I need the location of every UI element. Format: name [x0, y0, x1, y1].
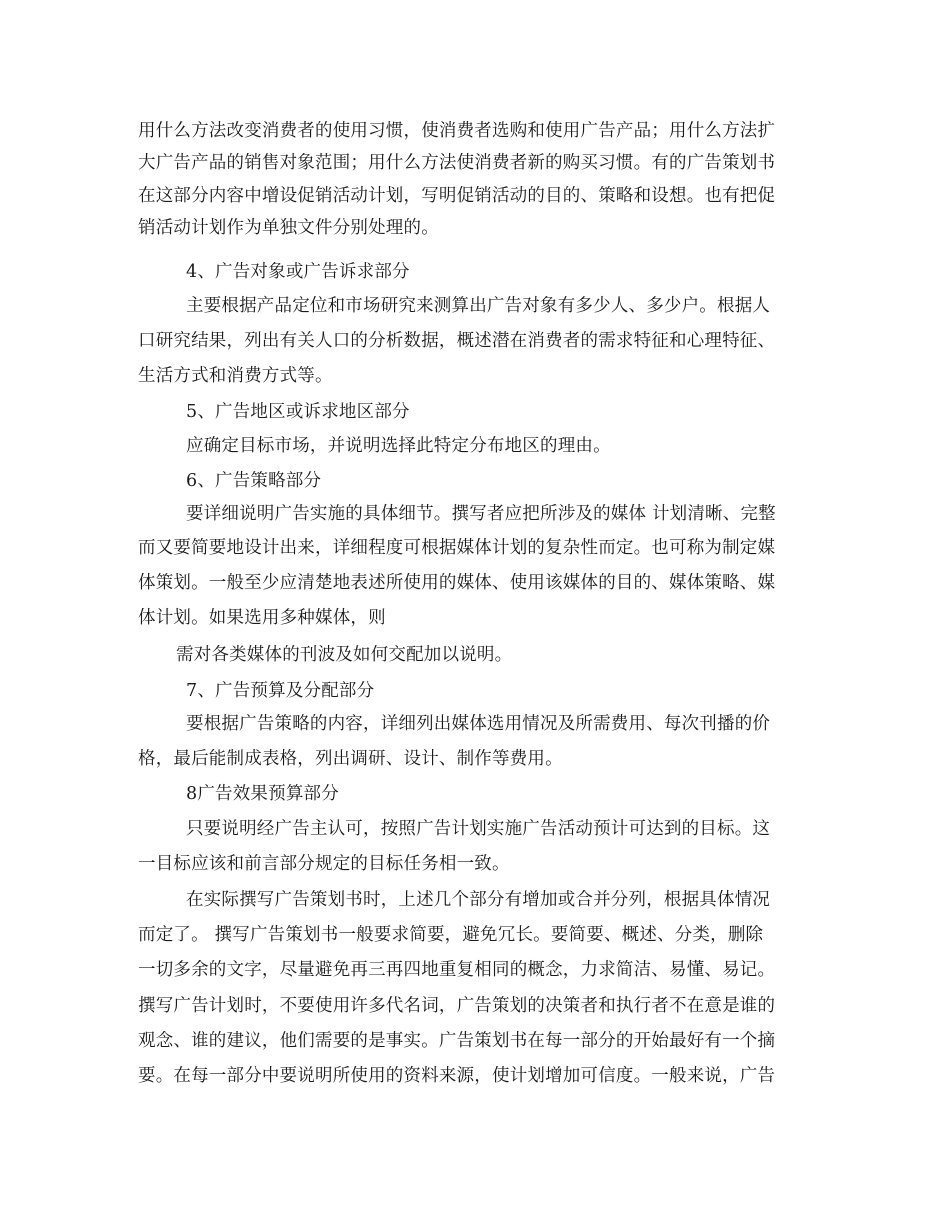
body-line: 在实际撰写广告策划书时，上述几个部分有增加或合并分列，根据具体情况 [186, 890, 771, 910]
body-line: 一目标应该和前言部分规定的目标任务相一致。 [138, 854, 510, 874]
body-line: 观念、谁的建议，他们需要的是事实。广告策划书在每一部分的开始最好有一个摘 [138, 1031, 776, 1051]
body-line: 口研究结果，列出有关人口的分析数据，概述潜在消费者的需求特征和心理特征、 [138, 331, 776, 351]
section-heading: 4、广告对象或广告诉求部分 [186, 262, 410, 282]
body-line: 应确定目标市场，并说明选择此特定分布地区的理由。 [186, 436, 611, 456]
section-heading: 5、广告地区或诉求地区部分 [186, 402, 410, 422]
body-line: 销活动计划作为单独文件分别处理的。 [138, 218, 439, 238]
section-heading: 7、广告预算及分配部分 [186, 681, 375, 701]
body-line: 而定了。 撰写广告策划书一般要求简要，避免冗长。要简要、概述、分类，删除 [138, 925, 764, 945]
body-line: 要详细说明广告实施的具体细节。撰写者应把所涉及的媒体 计划清晰、完整 [186, 504, 776, 524]
body-line: 需对各类媒体的刊波及如何交配加以说明。 [176, 645, 513, 665]
section-heading: 6、广告策略部分 [186, 471, 322, 491]
body-line: 撰写广告计划时，不要使用许多代名词，广告策划的决策者和执行者不在意是谁的 [138, 996, 776, 1016]
body-line: 要。在每一部分中要说明所使用的资料来源，使计划增加可信度。一般来说，广告 [138, 1066, 776, 1086]
body-line: 用什么方法改变消费者的使用习惯，使消费者选购和使用广告产品；用什么方法扩 [138, 121, 776, 141]
body-line: 在这部分内容中增设促销活动计划，写明促销活动的目的、策略和设想。也有把促 [138, 186, 776, 206]
body-line: 只要说明经广告主认可，按照广告计划实施广告活动预计可达到的目标。这 [186, 819, 771, 839]
body-line: 体计划。如果选用多种媒体，则 [138, 608, 386, 628]
body-line: 要根据广告策略的内容，详细列出媒体选用情况及所需费用、每次刊播的价 [186, 714, 771, 734]
body-line: 体策划。一般至少应清楚地表述所使用的媒体、使用该媒体的目的、媒体策略、媒 [138, 573, 776, 593]
body-line: 生活方式和消费方式等。 [138, 366, 333, 386]
body-line: 一切多余的文字，尽量避免再三再四地重复相同的概念，力求简洁、易懂、易记。 [138, 960, 776, 980]
body-line: 而又要简要地设计出来，详细程度可根据媒体计划的复杂性而定。也可称为制定媒 [138, 538, 776, 558]
body-line: 主要根据产品定位和市场研究来测算出广告对象有多少人、多少户。根据人 [186, 296, 771, 316]
body-line: 格，最后能制成表格，列出调研、设计、制作等费用。 [138, 749, 563, 769]
body-line: 大广告产品的销售对象范围；用什么方法使消费者新的购买习惯。有的广告策划书 [138, 153, 776, 173]
section-heading: 8广告效果预算部分 [186, 784, 339, 804]
